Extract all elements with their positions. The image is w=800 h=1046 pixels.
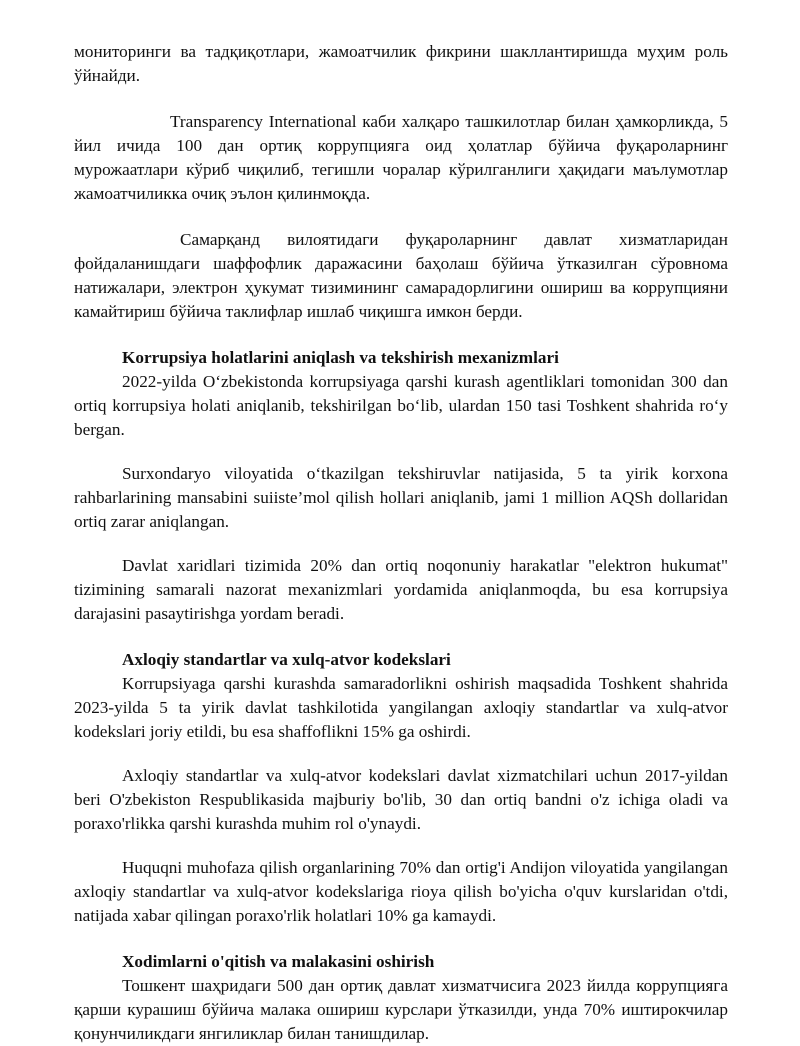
paragraph: Axloqiy standartlar va xulq-atvor kodekslari davlat xizmatchilari uchun 2017-yildan beri O'zbekiston Respublikasida majburiy bo'lib, 30 dan ortiq bandni o'z ichiga oladi va poraxo'rlikka qarshi kurashda muhim rol o'ynaydi. bbox=[74, 766, 728, 833]
paragraph: Korrupsiyaga qarshi kurashda samaradorlikni oshirish maqsadida Toshkent shahrida 2023-yilda 5 ta yirik davlat tashkilotida yangilangan axloqiy standartlar va xulq-atvor kodekslari joriy etildi, bu esa shaffoflikni 15% ga oshirdi. bbox=[74, 674, 728, 741]
paragraph: Самарқанд вилоятидаги фуқароларнинг давлат хизматларидан фойдаланишдаги шаффофлик даражасини баҳолаш бўйича ўтказилган сўровнома натижалари, электрон ҳукумат тизимининг самарадорлигини ошириш ва коррупцияни камайтириш бўйича таклифлар ишлаб чиқишга имкон берди. bbox=[74, 230, 728, 321]
paragraph: Transparency International каби халқаро ташкилотлар билан ҳамкорликда, 5 йил ичида 100 дан ортиқ коррупцияга оид ҳолатлар бўйича фуқароларнинг мурожаатлари кўриб чиқилиб, тегишли чоралар кўрилганлиги ҳақидаги маълумотлар жамоатчиликка очиқ эълон қилинмоқда. bbox=[74, 112, 728, 203]
paragraph: мониторинги ва тадқиқотлари, жамоатчилик фикрини шакллантиришда муҳим роль ўйнайди. bbox=[74, 42, 728, 85]
section-heading: Axloqiy standartlar va xulq-atvor kodekslari bbox=[122, 650, 451, 669]
paragraph: Тошкент шаҳридаги 500 дан ортиқ давлат хизматчисига 2023 йилда коррупцияга қарши курашиш бўйича малака ошириш курслари ўтказилди, унда 70% иштирокчилар қонунчиликдаги янгиликлар билан танишдилар. bbox=[74, 976, 728, 1043]
paragraph: 2022-yilda O‘zbekistonda korrupsiyaga qarshi kurash agentliklari tomonidan 300 dan ortiq korrupsiya holati aniqlanib, tekshirilgan bo‘lib, ulardan 150 tasi Toshkent shahrida ro‘y bergan. bbox=[74, 372, 728, 439]
section-heading: Xodimlarni o'qitish va malakasini oshirish bbox=[122, 952, 435, 971]
paragraph: Huquqni muhofaza qilish organlarining 70% dan ortig'i Andijon viloyatida yangilangan axloqiy standartlar va xulq-atvor kodekslariga rioya qilish bo'yicha o'quv kurslaridan o'tdi, natijada xabar qilingan poraxo'rlik holatlari 10% ga kamaydi. bbox=[74, 858, 728, 925]
paragraph: Surxondaryo viloyatida o‘tkazilgan tekshiruvlar natijasida, 5 ta yirik korxona rahbarlarining mansabini suiiste’mol qilish hollari aniqlanib, jami 1 million AQSh dollaridan ortiq zarar aniqlangan. bbox=[74, 464, 728, 531]
paragraph: Davlat xaridlari tizimida 20% dan ortiq noqonuniy harakatlar "elektron hukumat" tizimining samarali nazorat mexanizmlari yordamida aniqlanmoqda, bu esa korrupsiya darajasini pasaytirishga yordam beradi. bbox=[74, 556, 728, 623]
section-heading: Korrupsiya holatlarini aniqlash va tekshirish mexanizmlari bbox=[122, 348, 559, 367]
